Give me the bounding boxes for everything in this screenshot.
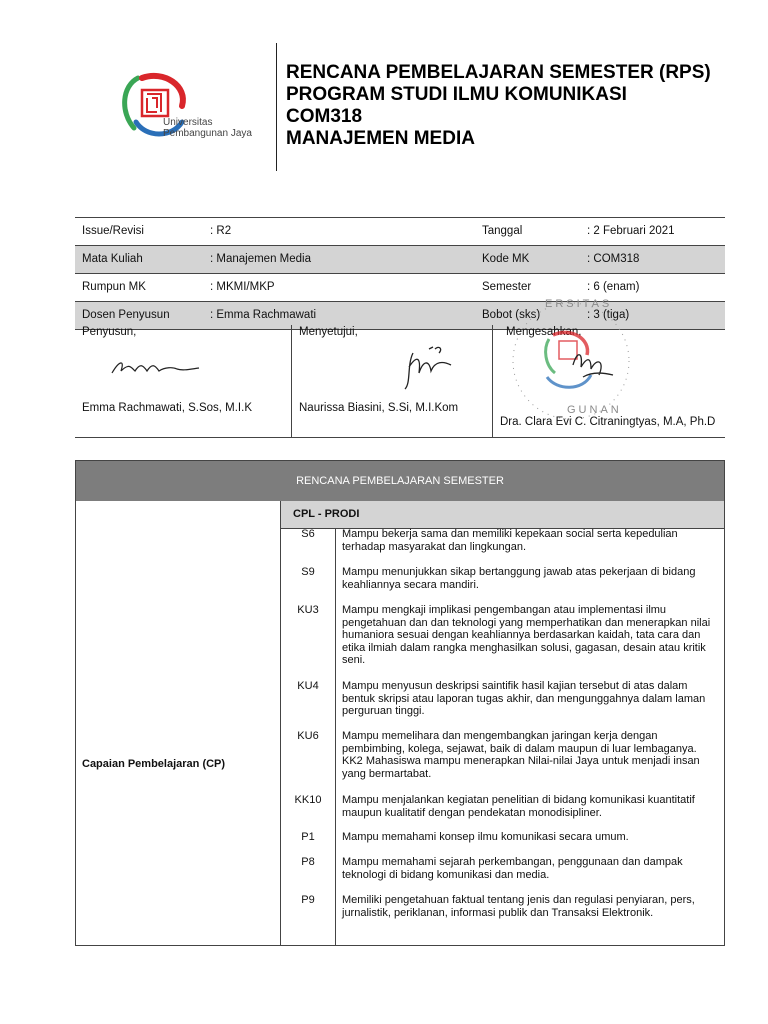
signature-menyetujui-image (401, 343, 457, 393)
signature-penyusun-image (107, 353, 202, 381)
mengesahkan-name: Dra. Clara Evi C. Citraningtyas, M.A, Ph.D (500, 416, 716, 428)
cpl-description: Mampu memahami sejarah perkembangan, penggunaan dan dampak teknologi di bidang komunikasi dan media. (342, 856, 683, 881)
cp-label: Capaian Pembelajaran (CP) (82, 758, 226, 770)
title-line-1: RENCANA PEMBELAJARAN SEMESTER (RPS) (286, 62, 711, 83)
cpl-description: Mampu menunjukkan sikap bertanggung jawab atas pekerjaan di bidang keahliannya secara mandiri. (342, 566, 696, 591)
semester-label: Semester (482, 281, 532, 293)
signature-divider (291, 325, 292, 437)
cp-cell (76, 501, 281, 945)
issue-value: : R2 (210, 225, 232, 237)
cpl-code: P9 (301, 894, 315, 906)
cpl-description: Mampu mengkaji implikasi pengembangan atau implementasi ilmu pengetahuan dan dan teknologi yang memperhatikan dan menerapkan nilai humaniora sesuai dengan keahliannya berdasarkan kaidah, tata cara dan etika ilmiah dalam rangka menghasilkan solusi, gagasan, desain atau kritik seni. (342, 604, 711, 667)
university-seal-stamp (487, 295, 655, 425)
cpl-code: P1 (301, 831, 315, 843)
cpl-description: Mampu memelihara dan mengembangkan jaringan kerja dengan pembimbing, kolega, sejawat, baik di dalam maupun di luar lembaganya. KK2 Mahasiswa mampu menerapkan Nilai-nilai Jaya untuk menjadi insan yang bermartabat. (342, 730, 700, 780)
cpl-description: Mampu memahami konsep ilmu komunikasi secara umum. (342, 831, 629, 843)
rumpun-value: : MKMI/MKP (210, 281, 275, 293)
rps-table (75, 460, 725, 946)
tanggal-value: : 2 Februari 2021 (587, 225, 675, 237)
cpl-code: KK10 (294, 794, 322, 806)
mk-label: Mata Kuliah (82, 253, 143, 265)
semester-value: : 6 (enam) (587, 281, 640, 293)
document-title (286, 62, 711, 150)
menyetujui-name: Naurissa Biasini, S.Si, M.I.Kom (299, 402, 459, 414)
svg-text:GUNAN: GUNAN (567, 404, 622, 416)
cpl-description: Mampu bekerja sama dan memiliki kepekaan social serta kepedulian terhadap masyarakat dan lingkungan. (342, 528, 678, 553)
dosen-label: Dosen Penyusun (82, 309, 170, 321)
info-row-issue (75, 218, 725, 246)
dosen-value: : Emma Rachmawati (210, 309, 317, 321)
cpl-code: KU3 (297, 604, 319, 616)
kode-label: Kode MK (482, 253, 530, 265)
rps-table-header: RENCANA PEMBELAJARAN SEMESTER (76, 461, 724, 501)
title-line-4: MANAJEMEN MEDIA (286, 128, 475, 149)
bobot-label: Bobot (sks) (482, 309, 541, 321)
svg-text:ERSITAS: ERSITAS (545, 298, 613, 310)
mk-value: : Manajemen Media (210, 253, 311, 265)
issue-label: Issue/Revisi (82, 225, 144, 237)
cpl-description: Mampu menyusun deskripsi saintifik hasil kajian tersebut di atas dalam bentuk skripsi atau laporan tugas akhir, dan mengunggahnya dalam laman perguruan tinggi. (342, 680, 706, 718)
header-divider (276, 43, 277, 171)
title-line-3: COM318 (286, 106, 363, 127)
mengesahkan-label: Mengesahkan, (506, 326, 582, 338)
penyusun-label: Penyusun, (82, 326, 137, 338)
bobot-value: : 3 (tiga) (587, 309, 630, 321)
rumpun-label: Rumpun MK (82, 281, 146, 293)
cpl-code: S9 (301, 566, 315, 578)
cpl-code: P8 (301, 856, 315, 868)
info-row-mata-kuliah (75, 246, 725, 274)
cpl-prodi-header: CPL - PRODI (281, 501, 724, 529)
cpl-code: KU4 (297, 680, 319, 692)
cpl-code: S6 (301, 528, 315, 540)
cpl-description: Memiliki pengetahuan faktual tentang jenis dan regulasi penyiaran, pers, jurnalistik, periklanan, informasi publik dan Transaksi Elektronik. (342, 894, 695, 919)
menyetujui-label: Menyetujui, (299, 326, 358, 338)
tanggal-label: Tanggal (482, 225, 523, 237)
cpl-description: Mampu menjalankan kegiatan penelitian di bidang komunikasi kuantitatif maupun kualitatif dengan pendekatan monodisipliner. (342, 794, 695, 819)
penyusun-name: Emma Rachmawati, S.Sos, M.I.K (82, 402, 252, 414)
cpl-code: KU6 (297, 730, 319, 742)
title-line-2: PROGRAM STUDI ILMU KOMUNIKASI (286, 84, 627, 105)
code-column-divider (335, 529, 336, 945)
kode-value: : COM318 (587, 253, 640, 265)
logo-text: Universitas Pembangunan Jaya (163, 117, 252, 139)
